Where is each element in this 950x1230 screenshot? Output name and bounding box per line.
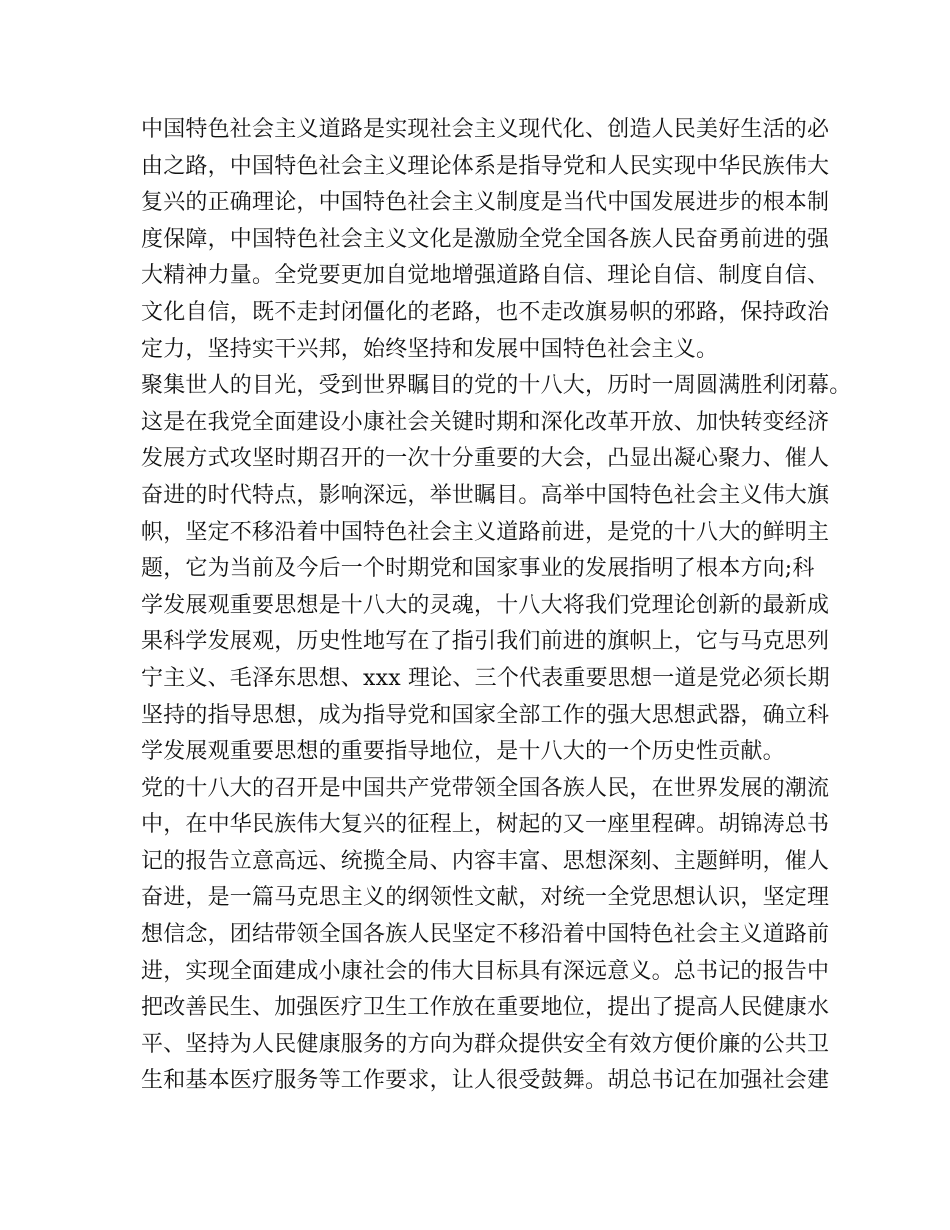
document-body [141, 112, 852, 1100]
text-line: 文化自信，既不走封闭僵化的老路，也不走改旗易帜的邪路，保持政治 [141, 299, 830, 325]
text-line: 发展方式攻坚时期召开的一次十分重要的大会，凸显出凝心聚力、催人 [141, 446, 830, 472]
text-line: 学发展观重要思想的重要指导地位，是十八大的一个历史性贡献。 [141, 739, 785, 765]
text-line: 记的报告立意高远、统揽全局、内容丰富、思想深刻、主题鲜明，催人 [141, 848, 830, 874]
text-line: 复兴的正确理论，中国特色社会主义制度是当代中国发展进步的根本制 [141, 190, 830, 216]
text-line: 中，在中华民族伟大复兴的征程上，树起的又一座里程碑。胡锦涛总书 [141, 812, 830, 838]
text-line: 生和基本医疗服务等工作要求，让人很受鼓舞。胡总书记在加强社会建 [141, 1068, 830, 1094]
text-line: 度保障，中国特色社会主义文化是激励全党全国各族人民奋勇前进的强 [141, 226, 830, 252]
text-line: 这是在我党全面建设小康社会关键时期和深化改革开放、加快转变经济 [141, 409, 830, 435]
text-line: 坚持的指导思想，成为指导党和国家全部工作的强大思想武器，确立科 [141, 702, 830, 728]
text-line: 进，实现全面建成小康社会的伟大目标具有深远意义。总书记的报告中 [141, 958, 830, 984]
text-line: 平、坚持为人民健康服务的方向为群众提供安全有效方便价廉的公共卫 [141, 1031, 830, 1057]
text-line: 帜，坚定不移沿着中国特色社会主义道路前进，是党的十八大的鲜明主 [141, 519, 830, 545]
text-line: 聚集世人的目光，受到世界瞩目的党的十八大，历时一周圆满胜利闭幕。 [141, 373, 852, 399]
text-line: 宁主义、毛泽东思想、xxx 理论、三个代表重要思想一道是党必须长期 [141, 665, 830, 691]
text-line: 果科学发展观，历史性地写在了指引我们前进的旗帜上，它与马克思列 [141, 629, 830, 655]
text-line: 把改善民生、加强医疗卫生工作放在重要地位，提出了提高人民健康水 [141, 995, 830, 1021]
text-line: 党的十八大的召开是中国共产党带领全国各族人民，在世界发展的潮流 [141, 775, 830, 801]
text-line: 定力，坚持实干兴邦，始终坚持和发展中国特色社会主义。 [141, 336, 719, 362]
text-line: 奋进的时代特点，影响深远，举世瞩目。高举中国特色社会主义伟大旗 [141, 482, 830, 508]
text-line: 由之路，中国特色社会主义理论体系是指导党和人民实现中华民族伟大 [141, 153, 830, 179]
text-line: 题，它为当前及今后一个时期党和国家事业的发展指明了根本方向;科 [141, 556, 815, 582]
text-line: 中国特色社会主义道路是实现社会主义现代化、创造人民美好生活的必 [141, 117, 830, 142]
text-line: 学发展观重要思想是十八大的灵魂，十八大将我们党理论创新的最新成 [141, 592, 830, 618]
text-line: 想信念，团结带领全国各族人民坚定不移沿着中国特色社会主义道路前 [141, 922, 830, 948]
text-line: 奋进，是一篇马克思主义的纲领性文献，对统一全党思想认识，坚定理 [141, 885, 830, 911]
text-line: 大精神力量。全党要更加自觉地增强道路自信、理论自信、制度自信、 [141, 263, 830, 289]
